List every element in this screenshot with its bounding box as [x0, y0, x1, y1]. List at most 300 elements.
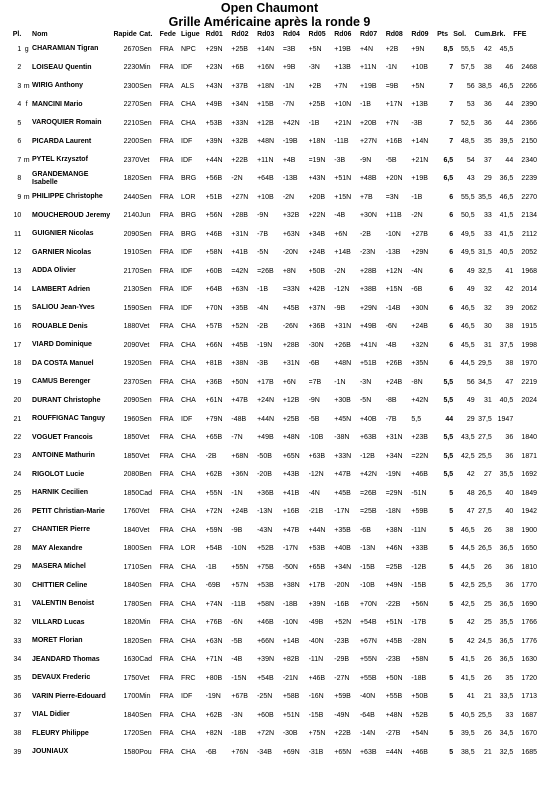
- table-cell: -9B: [334, 304, 346, 312]
- table-cell: +38N: [231, 360, 249, 368]
- table-cell: BRG: [181, 230, 197, 238]
- table-cell: 25: [13, 489, 22, 497]
- table-cell: 30: [483, 323, 492, 331]
- column-header: FFE: [513, 31, 527, 38]
- table-cell: 42,5: [461, 582, 475, 590]
- table-cell: 1910: [123, 249, 140, 257]
- table-row: [2, 373, 537, 392]
- column-header: Rd08: [385, 31, 403, 38]
- table-cell: -3N: [231, 711, 243, 719]
- table-cell: +61N: [205, 397, 223, 405]
- table-cell: CHA: [181, 526, 196, 534]
- table-cell: +31N: [231, 230, 249, 238]
- table-row: [2, 262, 537, 281]
- table-cell: +19B: [334, 45, 351, 53]
- table-cell: CHA: [181, 711, 196, 719]
- table-cell: +2B: [308, 82, 322, 90]
- table-cell: +32B: [282, 212, 300, 220]
- table-cell: +67B: [231, 693, 248, 701]
- table-cell: +7N: [334, 82, 348, 90]
- table-cell: FRA: [159, 212, 174, 220]
- table-cell: FRA: [159, 249, 174, 257]
- table-cell: +55N: [231, 563, 249, 571]
- table-cell: 41,5: [499, 230, 514, 238]
- table-cell: 7: [449, 138, 454, 146]
- table-cell: +76B: [205, 619, 223, 627]
- table-cell: FRA: [159, 415, 174, 423]
- table-cell: [21, 410, 32, 429]
- table-cell: 22: [13, 434, 22, 442]
- table-cell: -2N: [411, 212, 423, 220]
- table-cell: +55N: [205, 489, 223, 497]
- column-header: Rd03: [257, 31, 275, 38]
- table-row: [2, 170, 537, 189]
- table-cell: -15N: [231, 674, 247, 682]
- table-row: [2, 540, 537, 559]
- player-name: LAMBERT Adrien: [32, 285, 91, 293]
- table-cell: -8N: [411, 378, 423, 386]
- table-cell: -25N: [257, 693, 273, 701]
- table-cell: -9N: [308, 397, 320, 405]
- table-cell: 1850: [123, 452, 140, 460]
- table-cell: +75N: [308, 730, 326, 738]
- table-cell: -3N: [359, 378, 372, 386]
- table-cell: -16N: [308, 693, 324, 701]
- table-cell: +47B: [334, 471, 351, 479]
- table-cell: 12: [13, 249, 22, 257]
- table-cell: 2266: [521, 82, 537, 90]
- table-cell: +63B: [308, 452, 326, 460]
- table-cell: 34,5: [499, 730, 514, 738]
- table-cell: -17B: [411, 619, 427, 627]
- table-cell: 45,5: [499, 45, 514, 53]
- player-name: PETIT Christian-Marie: [32, 507, 105, 515]
- table-cell: -18B: [282, 600, 298, 608]
- table-cell: 1690: [521, 600, 537, 608]
- table-cell: +63N: [231, 286, 249, 294]
- table-cell: +25B: [282, 415, 300, 423]
- table-cell: +70N: [205, 304, 223, 312]
- table-cell: 2: [17, 64, 22, 72]
- table-cell: 6: [449, 230, 454, 238]
- table-cell: 40,5: [461, 711, 475, 719]
- table-cell: 25,5: [478, 711, 492, 719]
- table-cell: +10B: [411, 64, 428, 72]
- player-name: FLEURY Philippe: [32, 729, 89, 737]
- table-cell: +16B: [385, 138, 403, 146]
- table-row: [2, 521, 537, 540]
- table-cell: 39,5: [499, 138, 514, 146]
- table-cell: +69N: [282, 748, 300, 756]
- table-cell: +11N: [359, 64, 377, 72]
- table-cell: +52N: [231, 323, 249, 331]
- table-cell: 45,5: [461, 341, 475, 349]
- table-cell: +55B: [359, 674, 377, 682]
- table-cell: -11N: [308, 656, 324, 664]
- player-name: MOUCHEROUD Jeremy: [32, 211, 111, 219]
- table-row: [2, 96, 537, 115]
- table-cell: +17N: [385, 101, 403, 109]
- table-cell: 5,5: [411, 415, 422, 423]
- table-cell: 6: [17, 138, 22, 146]
- table-cell: -69B: [205, 582, 221, 590]
- table-row: [2, 484, 537, 503]
- table-cell: -17N: [334, 508, 350, 516]
- table-cell: 7: [17, 156, 22, 164]
- table-cell: 36: [505, 452, 514, 460]
- table-cell: 14: [13, 286, 22, 294]
- player-name: VAROQUIER Romain: [32, 119, 102, 127]
- table-cell: -4B: [385, 341, 397, 349]
- table-cell: +35N: [411, 360, 429, 368]
- table-cell: CHA: [181, 748, 196, 756]
- table-cell: 2340: [521, 156, 537, 164]
- table-cell: 41: [505, 267, 514, 275]
- table-cell: +2B: [385, 45, 399, 53]
- table-cell: +46B: [411, 471, 428, 479]
- table-cell: +36B: [257, 489, 274, 497]
- table-cell: 1692: [521, 471, 537, 479]
- table-cell: +55N: [359, 656, 377, 664]
- table-cell: 5,5: [443, 397, 454, 405]
- table-cell: 2080: [123, 471, 140, 479]
- table-cell: 7: [449, 64, 454, 72]
- table-cell: -15B: [308, 711, 324, 719]
- table-cell: Sen: [139, 249, 152, 257]
- table-cell: =3N: [385, 193, 399, 201]
- table-row: [2, 355, 537, 374]
- table-cell: +63B: [359, 434, 377, 442]
- table-cell: 48,5: [461, 138, 475, 146]
- table-row: [2, 632, 537, 651]
- table-cell: 34: [13, 656, 22, 664]
- table-cell: CHA: [181, 360, 196, 368]
- table-cell: =33N: [282, 286, 300, 294]
- table-cell: +42N: [359, 471, 377, 479]
- table-cell: 1760: [123, 508, 140, 516]
- table-cell: -13N: [359, 545, 376, 553]
- table-cell: +7N: [385, 119, 399, 127]
- table-cell: 15: [13, 304, 22, 312]
- table-cell: Sen: [139, 378, 152, 386]
- table-cell: -11N: [411, 526, 427, 534]
- table-cell: 44: [445, 415, 454, 423]
- table-cell: -27N: [334, 674, 350, 682]
- table-cell: +48N: [282, 434, 300, 442]
- table-cell: 5: [449, 693, 454, 701]
- table-row: [2, 59, 537, 78]
- table-cell: 32,5: [478, 267, 492, 275]
- table-cell: 56: [466, 82, 475, 90]
- table-cell: +17B: [308, 582, 326, 590]
- table-cell: -4B: [334, 212, 346, 220]
- table-cell: 32: [483, 304, 492, 312]
- table-cell: 2130: [123, 286, 140, 294]
- column-header: [21, 29, 32, 40]
- table-cell: +20B: [359, 119, 377, 127]
- table-row: [2, 466, 537, 485]
- table-cell: Vet: [139, 156, 150, 164]
- table-cell: Cad: [139, 489, 153, 497]
- table-cell: Sen: [139, 600, 152, 608]
- table-cell: Sen: [139, 360, 152, 368]
- table-cell: +67N: [359, 637, 377, 645]
- table-cell: +18N: [308, 138, 326, 146]
- table-cell: +49B: [205, 101, 223, 109]
- table-cell: +47B: [231, 397, 248, 405]
- table-cell: +43N: [205, 82, 223, 90]
- table-cell: -1N: [231, 489, 243, 497]
- column-header: Fede: [159, 31, 176, 38]
- table-cell: Sen: [139, 397, 152, 405]
- table-cell: 42: [466, 637, 475, 645]
- table-body: [2, 40, 537, 762]
- table-cell: FRA: [159, 175, 174, 183]
- table-cell: CHA: [181, 489, 196, 497]
- table-cell: -19N: [385, 471, 401, 479]
- table-cell: +32B: [231, 138, 248, 146]
- table-cell: -6B: [308, 360, 320, 368]
- table-cell: 36,5: [499, 637, 514, 645]
- table-cell: +27B: [411, 230, 428, 238]
- table-cell: 26: [483, 730, 492, 738]
- player-name: SALIOU Jean-Yves: [32, 304, 95, 312]
- table-cell: Sen: [139, 82, 152, 90]
- table-cell: -22B: [385, 600, 401, 608]
- table-cell: [21, 225, 32, 244]
- table-cell: -1B: [308, 119, 320, 127]
- table-cell: 38: [505, 360, 514, 368]
- column-header: Pts: [437, 31, 449, 38]
- table-cell: -20N: [282, 249, 298, 257]
- table-cell: [21, 706, 32, 725]
- table-cell: +24B: [385, 378, 403, 386]
- table-cell: 1670: [521, 730, 537, 738]
- table-cell: +29N: [411, 249, 429, 257]
- table-cell: +63B: [359, 748, 377, 756]
- table-cell: +42B: [308, 286, 326, 294]
- table-cell: 43: [466, 175, 475, 183]
- table-cell: 5: [449, 748, 454, 756]
- table-cell: 1900: [521, 526, 537, 534]
- table-cell: CHA: [181, 323, 196, 331]
- table-row: [2, 77, 537, 96]
- table-row: [2, 595, 537, 614]
- table-cell: 5,5: [443, 378, 454, 386]
- table-cell: 4: [17, 101, 22, 109]
- table-cell: +8N: [282, 267, 296, 275]
- table-cell: 57,5: [461, 64, 475, 72]
- table-cell: 26: [483, 656, 492, 664]
- table-cell: +20B: [308, 193, 326, 201]
- table-cell: 1820: [123, 637, 140, 645]
- table-cell: +48B: [359, 175, 377, 183]
- table-cell: 2230: [123, 64, 140, 72]
- player-name: GRANDEMANGE Isabelle: [32, 171, 89, 186]
- table-cell: 44: [505, 119, 514, 127]
- player-name: VIAL Didier: [32, 711, 70, 719]
- table-cell: 38: [505, 526, 514, 534]
- table-cell: +81B: [205, 360, 223, 368]
- table-cell: 1700: [123, 693, 140, 701]
- table-cell: -16B: [334, 600, 350, 608]
- table-row: [2, 503, 537, 522]
- table-cell: +65N: [282, 452, 300, 460]
- table-cell: 21: [483, 693, 492, 701]
- column-header: Cat.: [139, 31, 153, 38]
- table-row: [2, 133, 537, 152]
- table-cell: +51N: [282, 711, 300, 719]
- table-cell: =44N: [385, 748, 403, 756]
- table-cell: +24N: [257, 397, 275, 405]
- table-cell: -1N: [385, 64, 397, 72]
- table-cell: +39N: [205, 138, 223, 146]
- table-cell: -10N: [231, 545, 247, 553]
- table-cell: 33: [13, 637, 22, 645]
- table-cell: 11: [14, 230, 22, 238]
- table-cell: =29N: [385, 489, 403, 497]
- table-cell: 1947: [497, 415, 514, 423]
- table-cell: +31N: [334, 323, 352, 331]
- table-row: [2, 336, 537, 355]
- table-cell: -2N: [282, 193, 295, 201]
- table-cell: =25B: [359, 508, 377, 516]
- table-cell: +35B: [231, 304, 248, 312]
- table-cell: CHA: [181, 656, 196, 664]
- table-cell: -29B: [334, 656, 350, 664]
- table-cell: IDF: [181, 267, 193, 275]
- table-cell: +4N: [359, 45, 374, 53]
- table-cell: +52B: [257, 545, 274, 553]
- table-cell: CHA: [181, 378, 196, 386]
- table-cell: +18N: [257, 82, 275, 90]
- table-cell: Min: [139, 64, 151, 72]
- table-cell: -6B: [411, 286, 423, 294]
- table-cell: -20N: [334, 582, 350, 590]
- table-cell: +24B: [231, 508, 248, 516]
- table-row: [2, 225, 537, 244]
- player-name: DURANT Christophe: [32, 396, 101, 404]
- table-cell: +30N: [359, 212, 377, 220]
- table-cell: CHA: [181, 452, 196, 460]
- table-cell: +63N: [282, 230, 300, 238]
- table-cell: 25,5: [478, 582, 492, 590]
- table-cell: FRA: [159, 341, 174, 349]
- table-cell: +34N: [385, 452, 403, 460]
- table-cell: -6B: [359, 526, 371, 534]
- table-cell: Min: [139, 619, 151, 627]
- table-cell: +45B: [385, 637, 403, 645]
- table-cell: 38,5: [461, 748, 475, 756]
- table-cell: 5: [449, 711, 454, 719]
- table-cell: FRA: [159, 489, 174, 497]
- table-cell: [21, 447, 32, 466]
- table-cell: 33,5: [499, 693, 514, 701]
- table-cell: 40: [505, 508, 514, 516]
- table-cell: 41,5: [461, 656, 475, 664]
- table-cell: Sen: [139, 101, 152, 109]
- table-cell: +50B: [411, 693, 428, 701]
- table-cell: 43,5: [461, 434, 475, 442]
- table-cell: FRA: [159, 637, 174, 645]
- table-row: [2, 281, 537, 300]
- table-cell: -43N: [257, 526, 273, 534]
- table-cell: -21N: [282, 674, 298, 682]
- table-cell: +37N: [308, 304, 326, 312]
- table-cell: +50N: [385, 674, 403, 682]
- table-cell: +27N: [231, 193, 249, 201]
- table-cell: +6B: [231, 64, 245, 72]
- player-name: DEVAUX Frederic: [32, 674, 91, 682]
- table-cell: -5N: [359, 397, 372, 405]
- table-cell: 50,5: [461, 212, 475, 220]
- table-cell: -1B: [257, 286, 268, 294]
- table-cell: 2390: [521, 101, 537, 109]
- table-cell: +65N: [334, 748, 352, 756]
- table-cell: +12B: [257, 119, 274, 127]
- table-cell: 35,5: [478, 193, 492, 201]
- table-cell: +48N: [257, 138, 275, 146]
- table-cell: -7B: [257, 230, 268, 238]
- table-cell: -3B: [257, 360, 268, 368]
- table-cell: -13N: [257, 508, 273, 516]
- table-cell: +19B: [411, 175, 428, 183]
- table-cell: +36B: [205, 378, 223, 386]
- table-cell: 42: [466, 619, 475, 627]
- player-name: MASERA Michel: [32, 563, 86, 571]
- table-cell: [21, 743, 32, 762]
- table-cell: +33N: [231, 119, 249, 127]
- table-cell: +26B: [334, 341, 351, 349]
- table-cell: -2N: [334, 267, 346, 275]
- table-cell: 2370: [123, 156, 140, 164]
- table-cell: -34B: [257, 748, 272, 756]
- column-header: Rapide: [113, 31, 137, 38]
- table-cell: -5N: [257, 249, 269, 257]
- table-cell: 2366: [521, 119, 537, 127]
- table-cell: Sen: [139, 193, 152, 201]
- table-cell: 36,5: [499, 656, 514, 664]
- table-cell: 29: [483, 175, 492, 183]
- table-cell: 56: [466, 378, 475, 386]
- table-cell: 1960: [123, 415, 140, 423]
- player-name: JEANDARD Thomas: [32, 655, 100, 663]
- table-cell: 36: [13, 693, 22, 701]
- table-cell: [21, 632, 32, 651]
- table-cell: +53B: [257, 582, 274, 590]
- table-cell: +37B: [231, 82, 248, 90]
- table-cell: +64B: [257, 175, 274, 183]
- table-cell: Pou: [139, 748, 152, 756]
- table-cell: 47: [505, 378, 514, 386]
- table-cell: Vet: [139, 452, 150, 460]
- table-cell: Sen: [139, 267, 152, 275]
- table-cell: 52,5: [461, 119, 475, 127]
- table-cell: 2134: [521, 212, 537, 220]
- table-cell: -1N: [334, 378, 346, 386]
- table-cell: CHA: [181, 508, 196, 516]
- table-cell: -4N: [308, 489, 320, 497]
- table-cell: -48B: [231, 415, 247, 423]
- player-name: ROUFFIGNAC Tanguy: [32, 415, 105, 423]
- table-cell: 6: [449, 249, 454, 257]
- table-cell: 26,5: [478, 545, 492, 553]
- table-cell: -21B: [308, 508, 324, 516]
- table-cell: -2N: [231, 175, 243, 183]
- table-cell: 1713: [521, 693, 537, 701]
- player-name: VILLARD Lucas: [32, 618, 85, 626]
- player-name: GUIGNIER Nicolas: [32, 230, 94, 238]
